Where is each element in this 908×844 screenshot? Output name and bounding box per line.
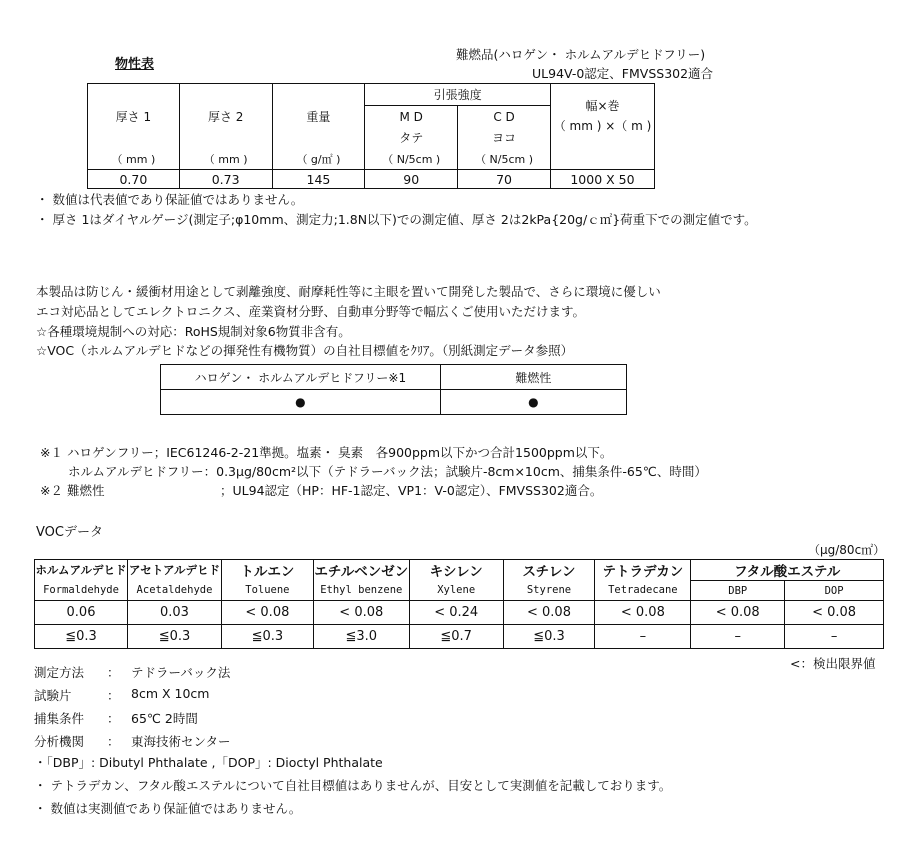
voc-col-xylene: キシレン xyxy=(409,560,503,581)
flags-table xyxy=(160,364,627,415)
note-representative: ・ 数値は代表値であり保証値ではありません。 xyxy=(36,192,304,207)
voc-col-acetaldehyde: アセトアルデヒド xyxy=(127,560,221,581)
voc-en-toluene: Toluene xyxy=(221,581,313,601)
voc-target-cell: – xyxy=(691,625,785,649)
lab-value: 東海技術センター xyxy=(131,734,231,749)
voc-en-tetradecane: Tetradecane xyxy=(595,581,691,601)
voc-en-dbp: DBP xyxy=(691,581,785,601)
halogen-free-mark: ● xyxy=(161,390,441,415)
voc-col-tetradecane: テトラデカン xyxy=(595,560,691,581)
size-header xyxy=(550,84,654,149)
voc-col-ethylbenzene: エチルベンゼン xyxy=(313,560,409,581)
page-title: 物性表 xyxy=(115,57,155,72)
cd-unit: （ N/5cm ) xyxy=(458,148,551,170)
description-line-2: エコ対応品としてエレクトロニクス、産業資材分野、自動車分野等で幅広くご使用いただけます。 xyxy=(36,304,586,319)
description-line-1: 本製品は防じん・緩衝材用途として剥離強度、耐摩耗性等に主眼を置いて開発した製品で、さらに環境に優しい xyxy=(36,284,661,299)
thickness2-header: 厚さ 2 xyxy=(179,84,272,149)
tail-note-measured: ・ 数値は実測値であり保証値ではありません。 xyxy=(34,801,302,816)
specimen-value: 8cm X 10cm xyxy=(131,686,210,701)
detection-limit-note: <：検出限界値 xyxy=(790,656,876,671)
tail-note-reference: ・ テトラデカン、フタル酸エステルについて自社目標値はありませんが、目安として実測値を記載しております。 xyxy=(34,778,672,793)
voc-table xyxy=(34,559,884,649)
footnote-2-text: ；UL94認定（HP：HF-1認定、VP1：V-0認定）、FMVSS302適合。 xyxy=(220,483,603,498)
voc-en-dop: DOP xyxy=(785,581,884,601)
size-value: 1000 X 50 xyxy=(550,170,654,189)
weight-value: 145 xyxy=(272,170,365,189)
collection-colon: ： xyxy=(107,711,120,726)
thickness1-unit: （ mm ) xyxy=(88,148,180,170)
tensile-header: 引張強度 xyxy=(365,84,551,106)
voc-target-cell: ≦0.7 xyxy=(409,625,503,649)
voc-measured-cell: < 0.08 xyxy=(691,601,785,625)
thickness2-unit: （ mm ) xyxy=(179,148,272,170)
cd-header: C D xyxy=(458,106,551,128)
description-line-4: ☆VOC（ホルムアルデヒドなどの揮発性有機物質）の自社目標値をｸﾘｱ。（別紙測定データ参照） xyxy=(36,343,574,358)
voc-measured-cell: < 0.24 xyxy=(409,601,503,625)
voc-target-cell: ≦0.3 xyxy=(503,625,595,649)
voc-col-styrene: スチレン xyxy=(503,560,595,581)
voc-col-phthalate: フタル酸エステル xyxy=(691,560,884,581)
voc-en-ethylbenzene: Ethyl benzene xyxy=(313,581,409,601)
md-unit: （ N/5cm ) xyxy=(365,148,458,170)
thickness1-value: 0.70 xyxy=(88,170,180,189)
specimen-label: 試験片 xyxy=(34,688,72,703)
spec-line-2: UL94V-0認定、FMVSS302適合 xyxy=(532,66,714,81)
footnote-1: ※１ ハロゲンフリー；IEC61246-2-21準拠。塩素・ 臭素 各900ppm以下かつ合計1500ppm以下。 xyxy=(40,445,613,460)
size-unit: （ mm ) ×（ m ) xyxy=(553,119,652,133)
collection-value: 65℃ 2時間 xyxy=(131,711,198,726)
md-header: M D xyxy=(365,106,458,128)
md-sub: タテ xyxy=(365,127,458,148)
voc-unit: （μg/80c㎡） xyxy=(808,543,886,557)
method-colon: ： xyxy=(107,665,120,680)
voc-measured-cell: 0.06 xyxy=(35,601,128,625)
weight-header: 重量 xyxy=(272,84,365,149)
voc-target-cell: ≦0.3 xyxy=(127,625,221,649)
voc-measured-row xyxy=(35,601,884,625)
cd-sub: ヨコ xyxy=(458,127,551,148)
specimen-colon: ： xyxy=(107,688,120,703)
size-unit-blank xyxy=(550,148,654,170)
method-value: テドラーバック法 xyxy=(131,665,231,680)
note-thickness: ・ 厚さ 1はダイヤルゲージ(測定子;φ10mm、測定力;1.8N以下)での測定値、厚さ 2は2kPa{20g/ｃ㎡}荷重下での測定値です。 xyxy=(36,212,757,227)
cd-value: 70 xyxy=(458,170,551,189)
flame-retardant-mark: ● xyxy=(440,390,626,415)
voc-measured-cell: < 0.08 xyxy=(221,601,313,625)
method-label: 測定方法 xyxy=(34,665,85,680)
thickness2-value: 0.73 xyxy=(179,170,272,189)
thickness1-header: 厚さ 1 xyxy=(88,84,180,149)
voc-measured-cell: < 0.08 xyxy=(503,601,595,625)
voc-target-cell: – xyxy=(785,625,884,649)
voc-target-cell: ≦0.3 xyxy=(35,625,128,649)
voc-target-cell: ≦0.3 xyxy=(221,625,313,649)
flame-retardant-header: 難燃性 xyxy=(440,365,626,390)
voc-col-formaldehyde: ホルムアルデヒド xyxy=(35,560,128,581)
voc-measured-cell: < 0.08 xyxy=(313,601,409,625)
collection-label: 捕集条件 xyxy=(34,711,85,726)
voc-col-toluene: トルエン xyxy=(221,560,313,581)
voc-target-cell: ≦3.0 xyxy=(313,625,409,649)
lab-label: 分析機関 xyxy=(34,734,85,749)
voc-en-acetaldehyde: Acetaldehyde xyxy=(127,581,221,601)
description-line-3: ☆各種環境規制への対応：RoHS規制対象6物質非含有。 xyxy=(36,324,351,339)
halogen-free-header: ハロゲン・ ホルムアルデヒドフリー※1 xyxy=(161,365,441,390)
voc-measured-cell: < 0.08 xyxy=(785,601,884,625)
voc-measured-cell: 0.03 xyxy=(127,601,221,625)
tail-note-abbrev: ・「DBP」: Dibutyl Phthalate ,「DOP」: Dioctyl Phthalate xyxy=(34,755,383,770)
voc-target-row xyxy=(35,625,884,649)
voc-target-cell: – xyxy=(595,625,691,649)
md-value: 90 xyxy=(365,170,458,189)
voc-en-formaldehyde: Formaldehyde xyxy=(35,581,128,601)
size-label: 幅×巻 xyxy=(585,99,620,113)
footnote-2-label: ※２ 難燃性 xyxy=(40,483,105,498)
voc-measured-cell: < 0.08 xyxy=(595,601,691,625)
voc-title: VOCデータ xyxy=(36,525,103,540)
voc-en-xylene: Xylene xyxy=(409,581,503,601)
voc-en-styrene: Styrene xyxy=(503,581,595,601)
footnote-1b: ホルムアルデヒドフリー：0.3μg/80cm²以下（テドラーバック法；試験片-8cm×10cm、捕集条件-65℃、時間） xyxy=(68,464,707,479)
lab-colon: ： xyxy=(107,734,120,749)
weight-unit: （ g/㎡ ) xyxy=(272,148,365,170)
spec-line-1: 難燃品(ハロゲン・ ホルムアルデヒドフリー) xyxy=(456,47,706,62)
properties-table xyxy=(87,83,655,189)
